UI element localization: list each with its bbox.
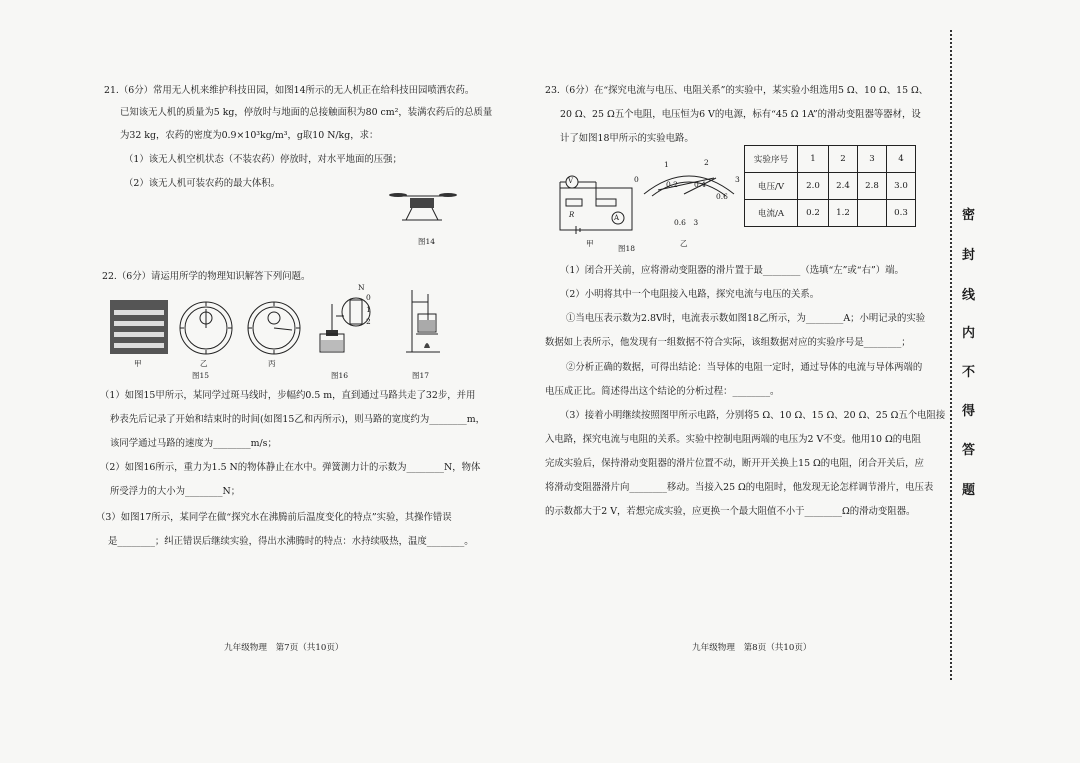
q23-part2: （2）小明将其中一个电阻接入电路，探究电流与电压的关系。	[560, 289, 820, 300]
crosswalk-photo	[110, 300, 168, 354]
seal-char: 封	[962, 248, 976, 263]
fig15-label-yi: 乙	[200, 359, 208, 368]
table-cell: 1.2	[829, 200, 858, 227]
table-row	[745, 200, 916, 227]
q23-part2-item2-line2: 电压成正比。简述得出这个结论的分析过程：________。	[545, 386, 780, 397]
table-cell: 0.2	[798, 200, 829, 227]
table-cell: 电压/V	[745, 173, 798, 200]
fig17-caption: 图17	[412, 371, 430, 380]
q23-line-3: 计了如图18甲所示的实验电路。	[560, 133, 694, 144]
fig18-label-jia: 甲	[586, 239, 594, 248]
table-cell: 2.8	[858, 173, 887, 200]
q22-part3-line-2: 是________；纠正错误后继续实验，得出水沸腾时的特点：水持续吸热，温度________。	[108, 536, 474, 547]
q22-part3-line-1: （3）如图17所示，某同学在做“探究水在沸腾前后温度变化的特点”实验，其操作错误	[96, 512, 452, 523]
ammeter-tick-2: 2	[704, 158, 709, 167]
q23-part2-item2-line1: ②分析正确的数据，可得出结论：当导体的电阻一定时，通过导体的电流与导体两端的	[566, 362, 923, 373]
ammeter-tick-0-2: 0.2	[666, 180, 678, 189]
ammeter-tick-0: 0	[634, 175, 639, 184]
ammeter-terminals: 0.6 3	[674, 218, 699, 227]
seal-char: 内	[962, 326, 976, 341]
fig15-caption: 图15	[192, 371, 210, 380]
voltmeter-label: V	[568, 177, 574, 185]
q23-part1: （1）闭合开关前，应将滑动变阻器的滑片置于最________（选填“左”或“右”）端。	[560, 265, 904, 276]
q23-part3-line4: 将滑动变阻器滑片向________移动。当接入25 Ω的电阻时，他发现无论怎样调节滑片，电压表	[545, 482, 934, 493]
stopwatch-start	[178, 300, 234, 356]
seal-char: 得	[962, 404, 976, 419]
table-header-cell: 3	[858, 146, 887, 173]
table-cell: 2.0	[798, 173, 829, 200]
q21-subq-2: （2）该无人机可装农药的最大体积。	[124, 178, 280, 189]
fig18-caption: 图18	[618, 244, 636, 253]
table-cell: 2.4	[829, 173, 858, 200]
table-header-cell: 1	[798, 146, 829, 173]
q23-part2-item1-line1: ①当电压表示数为2.8V时，电流表示数如图18乙所示，为________A；小明记录的实验	[566, 313, 926, 324]
table-cell	[858, 200, 887, 227]
q23-part3-line5: 的示数都大于2 V，若想完成实验，应更换一个最大阻值不小于________Ω的滑动变阻器。	[545, 506, 916, 517]
fig18-label-yi: 乙	[680, 239, 688, 248]
seal-char: 密	[962, 208, 976, 223]
q22-part2-line-1: （2）如图16所示，重力为1.5 N的物体静止在水中。弹簧测力计的示数为________N，物体	[100, 462, 481, 473]
resistor-label: R	[569, 211, 575, 219]
table-header-cell: 实验序号	[745, 146, 798, 173]
boiling-apparatus-figure	[404, 288, 444, 358]
seal-char: 线	[962, 288, 976, 303]
q22-part1-line-1: （1）如图15甲所示，某同学过斑马线时，步幅约0.5 m，直到通过马路共走了32步，并用	[100, 390, 476, 401]
table-row	[745, 173, 916, 200]
drone-figure	[388, 190, 458, 230]
fig16-mark-2: 2	[366, 317, 371, 326]
ammeter-symbol-label: A	[614, 214, 620, 222]
table-header-cell: 4	[887, 146, 916, 173]
footer-page-8: 九年级物理 第8页（共10页）	[692, 643, 812, 653]
fig15-label-jia: 甲	[134, 359, 142, 368]
q23-part3-line1: （3）接着小明继续按照图甲所示电路，分别将5 Ω、10 Ω、15 Ω、20 Ω、25 Ω五个电阻接	[560, 410, 946, 421]
q21-subq-1: （1）该无人机空机状态（不装农药）停放时，对水平地面的压强；	[124, 154, 402, 165]
seal-char: 不	[962, 365, 976, 380]
table-header-row	[745, 146, 916, 173]
fig16-caption: 图16	[331, 371, 349, 380]
seal-char: 题	[962, 483, 976, 498]
q22-part2-line-2: 所受浮力的大小为________N；	[110, 486, 241, 497]
q23-part3-line2: 入电路，探究电流与电阻的关系。实验中控制电阻两端的电压为2 V不变。他用10 Ω的电阻	[545, 434, 921, 445]
fig16-mark-1: 1	[366, 305, 371, 314]
q21-line-1: 21.（6分）常用无人机来维护科技田园，如图14所示的无人机正在给科技田园喷洒农药。	[104, 85, 475, 96]
q22-part1-line-3: 该同学通过马路的速度为________m/s；	[110, 438, 277, 449]
q23-line-1: 23.（6分）在“探究电流与电压、电阻关系”的实验中，某实验小组选用5 Ω、10 Ω、15 Ω、	[545, 85, 929, 96]
q23-line-2: 20 Ω、25 Ω五个电阻，电压恒为6 V的电源，标有“45 Ω 1A”的滑动变阻器等器材，设	[560, 109, 921, 120]
q22-intro: 22.（6分）请运用所学的物理知识解答下列问题。	[102, 271, 311, 282]
q23-part3-line3: 完成实验后，保持滑动变阻器的滑片位置不动，断开开关换上15 Ω的电阻，闭合开关后，应	[545, 458, 924, 469]
table-cell: 电流/A	[745, 200, 798, 227]
ammeter-tick-0-6: 0.6	[716, 192, 728, 201]
fig16-mark-n: N	[358, 283, 365, 292]
binding-dotted-line	[950, 30, 952, 680]
data-table	[744, 145, 916, 227]
seal-char: 答	[962, 443, 976, 458]
ammeter-tick-0-4: 0.4	[694, 180, 706, 189]
ammeter-tick-3: 3	[735, 175, 740, 184]
ammeter-tick-1: 1	[664, 160, 669, 169]
q21-line-3: 为32 kg，农药的密度为0.9×10³kg/m³，g取10 N/kg，求：	[120, 130, 379, 141]
q22-part1-line-2: 秒表先后记录了开始和结束时的时间(如图15乙和丙所示)，则马路的宽度约为________m，	[110, 414, 486, 425]
table-cell: 0.3	[887, 200, 916, 227]
footer-page-7: 九年级物理 第7页（共10页）	[224, 643, 344, 653]
stopwatch-end	[246, 300, 302, 356]
fig14-caption: 图14	[418, 237, 436, 246]
fig16-mark-0: 0	[366, 293, 371, 302]
q23-part2-item1-line2: 数据如上表所示，他发现有一组数据不符合实际，该组数据对应的实验序号是________；	[545, 337, 911, 348]
table-cell: 3.0	[887, 173, 916, 200]
fig15-label-bing: 丙	[268, 359, 276, 368]
q21-line-2: 已知该无人机的质量为5 kg，停放时与地面的总接触面积为80 cm²，装满农药后的总质量	[120, 107, 493, 118]
table-header-cell: 2	[829, 146, 858, 173]
